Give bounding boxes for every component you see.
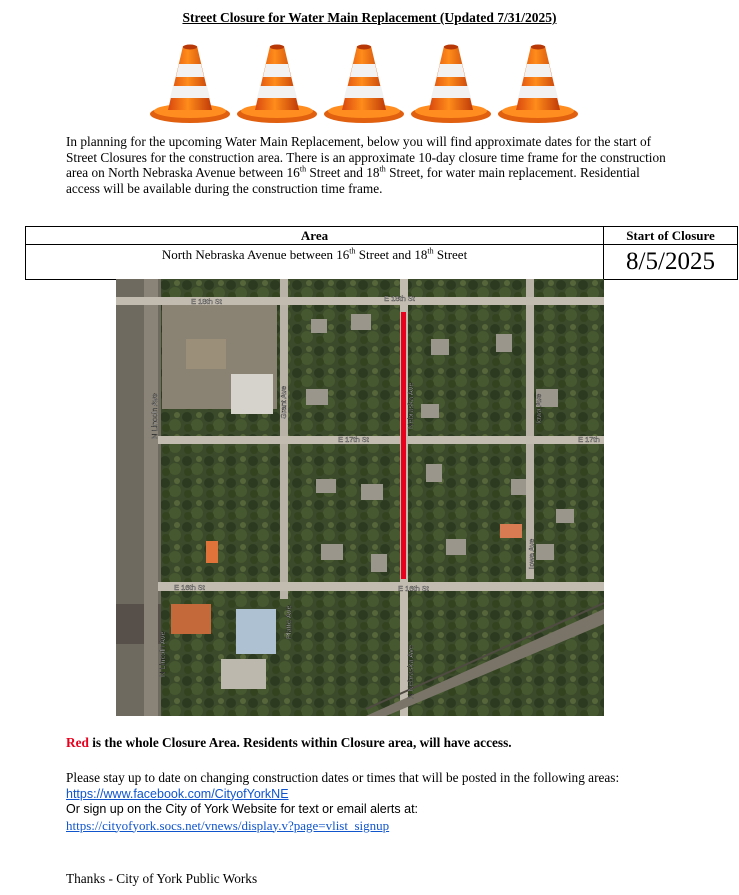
map-label-e18th-left: E 18th St	[191, 297, 222, 306]
page-title: Street Closure for Water Main Replacement (Updated 7/31/2025)	[182, 10, 557, 25]
closure-note: Red is the whole Closure Area. Residents within Closure area, will have access.	[66, 735, 512, 750]
map-label-e18th-top: E 18th St	[384, 294, 415, 303]
map-label-n-lincoln: N Lincoln Ave	[150, 393, 159, 439]
map-label-platte: Platte Ave	[284, 605, 293, 639]
signup-text: Or sign up on the City of York Website for text or email alerts at:	[66, 802, 419, 816]
map-label-n-lincoln-lower: N Lincoln Ave	[158, 631, 167, 677]
facebook-link[interactable]: https://www.facebook.com/CityofYorkNE	[66, 786, 289, 801]
cone-icon-5	[498, 45, 578, 124]
area-header: Area	[26, 227, 604, 245]
map-label-nebraska-ave: Nebraska Ave	[406, 382, 415, 429]
cone-icon-1	[150, 45, 230, 124]
thanks-text: Thanks - City of York Public Works	[66, 871, 258, 886]
start-header: Start of Closure	[604, 227, 738, 245]
cone-icon-2	[237, 45, 317, 124]
map-label-e17th: E 17th St	[338, 435, 369, 444]
start-date: 8/5/2025	[604, 245, 738, 280]
closure-map	[116, 279, 604, 716]
map-label-grant-ave: Grant Ave	[279, 385, 288, 419]
info-section	[66, 770, 666, 833]
red-word: Red	[66, 735, 89, 750]
closure-line	[401, 312, 406, 579]
cone-icon-3	[324, 45, 404, 124]
map-label-e17th-right: E 17th	[578, 435, 600, 444]
map-label-iowa-ave-lower: Iowa Ave	[527, 538, 536, 569]
intro-paragraph: In planning for the upcoming Water Main Replacement, below you will find approximate dates for the start of Street Closures for the construction area. There is an approximate 10-day closure time frame for the construction area on North Nebraska Avenue between 16th Street and 18th Street, for water main replacement. Residential access will be available during the construction time frame.	[66, 134, 666, 196]
map-label-n-nebraska-ave: N Nebraska Ave	[406, 644, 415, 699]
area-cell: North Nebraska Avenue between 16th Street and 18th Street	[26, 245, 604, 280]
cone-icon-4	[411, 45, 491, 124]
stay-updated-text: Please stay up to date on changing construction dates or times that will be posted in the following areas:	[66, 770, 620, 785]
map-label-e16th-mid: E 16th St	[398, 584, 429, 593]
map-label-e16th-left: E 16th St	[174, 583, 205, 592]
map-label-iowa-ave: Iowa Ave	[534, 393, 543, 424]
traffic-cones	[150, 44, 580, 124]
signup-link[interactable]: https://cityofyork.socs.net/vnews/display.v?page=vlist_signup	[66, 817, 390, 833]
closure-table	[25, 226, 738, 280]
